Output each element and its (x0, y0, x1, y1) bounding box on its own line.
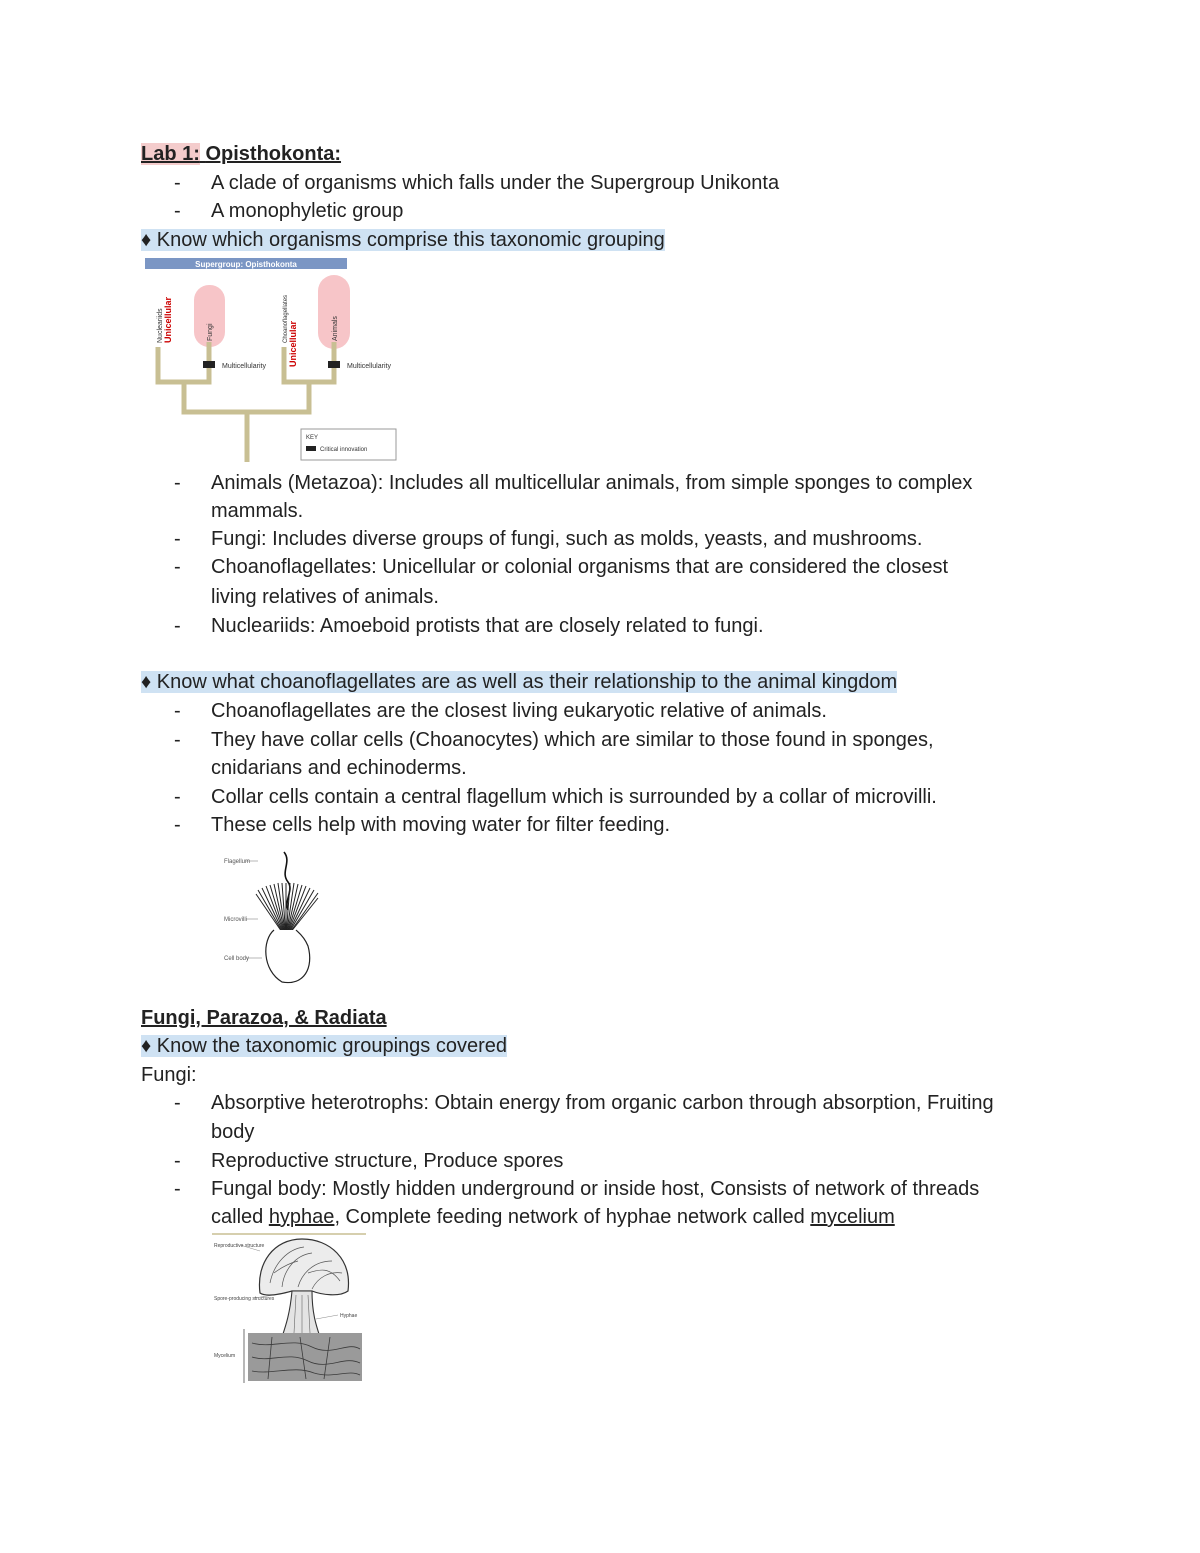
term-hyphae: hyphae (268, 1206, 335, 1228)
label-flagellum: Flagellum (224, 859, 251, 865)
label-animals: Animals (332, 316, 339, 341)
section-title: Fungi, Parazoa, & Radiata (141, 1007, 387, 1029)
list-dash: - (174, 472, 181, 494)
list-item: Animals (Metazoa): Includes all multicellular animals, from simple sponges to complex (211, 472, 973, 494)
list-dash: - (174, 556, 181, 578)
diamond-icon: ♦ (141, 229, 152, 251)
prompt-text: Know what choanoflagellates are as well as their relationship to the animal kingdom (156, 671, 898, 693)
term-mycelium: mycelium (810, 1206, 895, 1228)
subheading: Fungi: (141, 1064, 197, 1086)
list-item: Choanoflagellates: Unicellular or colonial organisms that are considered the closest (211, 556, 949, 578)
innovation-marker (203, 361, 215, 368)
collar-cell-diagram (222, 850, 327, 990)
list-dash: - (174, 786, 181, 808)
section-title-text: Opisthokonta: (205, 143, 342, 165)
list-dash: - (174, 615, 181, 637)
mushroom-diagram (212, 1233, 366, 1385)
list-dash: - (174, 200, 181, 222)
key-item: Critical innovation (320, 447, 368, 453)
label-multicellularity-right: Multicellularity (347, 363, 391, 370)
list-item: Reproductive structure, Produce spores (211, 1150, 564, 1172)
label-nucleariids: Nucleariids (157, 308, 164, 343)
label-mycelium: Mycelium (214, 1353, 236, 1359)
label-microvilli: Microvilli (224, 917, 247, 923)
prompt-text: Know the taxonomic groupings covered (156, 1035, 507, 1057)
list-item: Fungi: Includes diverse groups of fungi, such as molds, yeasts, and mushrooms. (211, 528, 923, 550)
list-dash: - (174, 528, 181, 550)
prompt-highlight (141, 229, 665, 251)
list-dash: - (174, 1178, 181, 1200)
list-item-cont (211, 1203, 895, 1231)
list-dash: - (174, 700, 181, 722)
label-unicellular-left: Unicellular (163, 296, 173, 343)
list-dash: - (174, 729, 181, 751)
microvilli-collar (256, 883, 318, 938)
prompt-text: Know which organisms comprise this taxonomic grouping (156, 229, 665, 251)
prompt-line (141, 226, 665, 254)
list-dash: - (174, 1092, 181, 1114)
text-run: , Complete feeding network of hyphae network called (334, 1206, 811, 1228)
list-dash: - (174, 172, 181, 194)
mushroom-stalk (282, 1291, 320, 1337)
label-reproductive-structure: Reproductive structure (214, 1243, 265, 1249)
label-choanoflagellates: Choanoflagellates (283, 294, 289, 343)
list-dash: - (174, 814, 181, 836)
diamond-icon: ♦ (141, 1035, 152, 1057)
list-item: Collar cells contain a central flagellum which is surrounded by a collar of microvilli. (211, 786, 937, 808)
list-item-cont: mammals. (211, 500, 304, 522)
list-item: Nucleariids: Amoeboid protists that are closely related to fungi. (211, 615, 764, 637)
text-run: called (211, 1206, 269, 1228)
list-item: These cells help with moving water for filter feeding. (211, 814, 671, 836)
prompt-line (141, 1032, 507, 1060)
prompt-highlight (141, 1035, 507, 1057)
diagram-header: Supergroup: Opisthokonta (195, 260, 297, 269)
list-item: They have collar cells (Choanocytes) which are similar to those found in sponges, (211, 729, 934, 751)
key-marker (306, 446, 316, 451)
label-fungi: Fungi (207, 323, 214, 341)
innovation-marker (328, 361, 340, 368)
list-item: Fungal body: Mostly hidden underground or inside host, Consists of network of threads (211, 1178, 980, 1200)
key-title: KEY (306, 435, 319, 441)
label-unicellular-right: Unicellular (288, 320, 298, 367)
lab-label: Lab 1: (141, 143, 200, 165)
label-hyphae: Hyphae (340, 1313, 358, 1319)
opisthokonta-tree-diagram (144, 257, 402, 462)
prompt-line (141, 668, 897, 696)
list-item: A monophyletic group (211, 200, 404, 222)
mushroom-cap (259, 1239, 348, 1295)
cell-body (266, 930, 310, 983)
list-item: Absorptive heterotrophs: Obtain energy from organic carbon through absorption, Fruiting (211, 1092, 994, 1114)
label-spore-structures: Spore-producing structures (214, 1296, 275, 1302)
list-item-cont: living relatives of animals. (211, 586, 439, 608)
diagram-key (301, 429, 396, 460)
list-item-cont: cnidarians and echinoderms. (211, 757, 467, 779)
list-item: Choanoflagellates are the closest living eukaryotic relative of animals. (211, 700, 827, 722)
list-dash: - (174, 1150, 181, 1172)
diamond-icon: ♦ (141, 671, 152, 693)
label-multicellularity-left: Multicellularity (222, 363, 266, 370)
list-item: A clade of organisms which falls under the Supergroup Unikonta (211, 172, 780, 194)
section-title (141, 140, 341, 168)
label-cell-body: Cell body (224, 956, 250, 962)
list-item-cont: body (211, 1121, 255, 1143)
prompt-highlight (141, 671, 897, 693)
